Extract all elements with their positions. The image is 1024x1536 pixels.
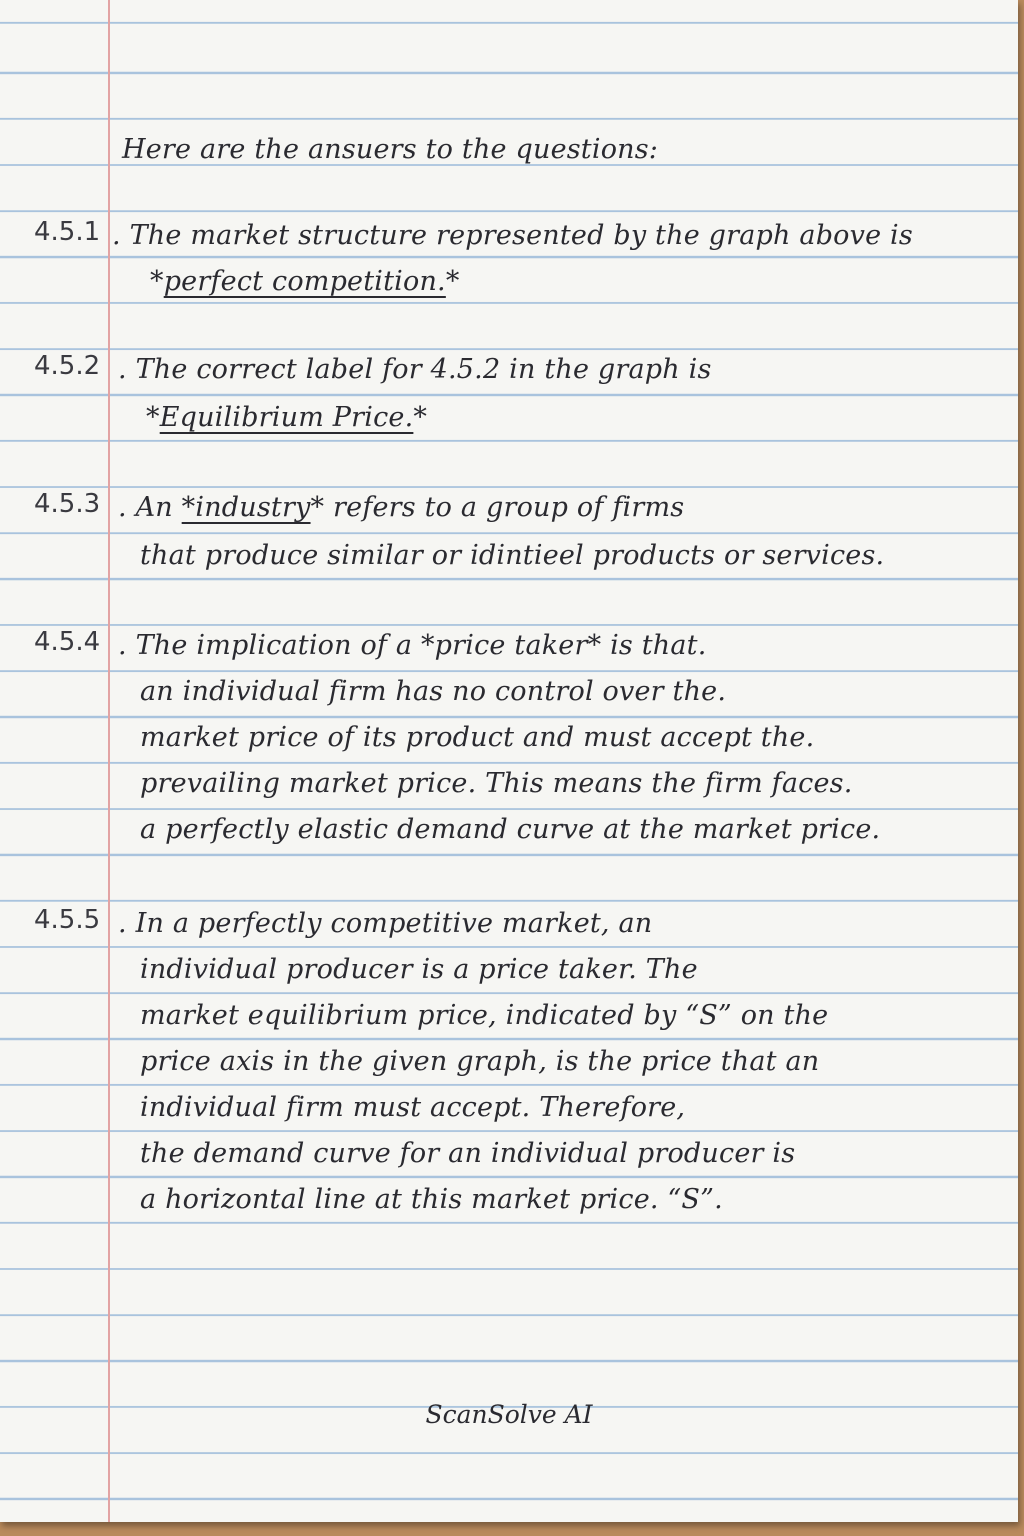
answer-number-4-5-5: 4.5.5: [34, 905, 101, 935]
margin-line: [108, 0, 110, 1522]
answer-4-5-4-line-3: market price of its product and must accept the.: [140, 722, 815, 753]
answer-4-5-2-line-1: . The correct label for 4.5.2 in the graph is: [118, 354, 712, 385]
answer-4-5-1-line-1: . The market structure represented by the graph above is: [112, 220, 913, 251]
answer-4-5-2-line-2: *Equilibrium Price.*: [146, 402, 428, 433]
answer-4-5-5-line-3: market equilibrium price, indicated by “S” on the: [140, 1000, 829, 1031]
answer-number-4-5-4: 4.5.4: [34, 627, 101, 657]
answer-4-5-5-line-7: a horizontal line at this market price. “S”.: [140, 1184, 723, 1215]
intro-text: Here are the ansuers to the questions:: [122, 134, 659, 165]
answer-number-4-5-3: 4.5.3: [34, 489, 101, 519]
answer-number-4-5-1: 4.5.1: [34, 217, 101, 247]
answer-4-5-5-line-4: price axis in the given graph, is the price that an: [140, 1046, 820, 1077]
answer-4-5-5-line-6: the demand curve for an individual producer is: [140, 1138, 796, 1169]
answer-4-5-4-line-2: an individual firm has no control over the.: [140, 676, 727, 707]
answer-number-4-5-2: 4.5.2: [34, 351, 101, 381]
answer-4-5-5-line-5: individual firm must accept. Therefore,: [140, 1092, 686, 1123]
footer-signature: ScanSolve AI: [425, 1400, 593, 1429]
answer-4-5-3-line-1: . An *industry* refers to a group of firms: [118, 492, 685, 523]
answer-4-5-4-line-4: prevailing market price. This means the firm faces.: [140, 768, 853, 799]
answer-4-5-1-line-2: *perfect competition.*: [150, 266, 460, 297]
answer-4-5-4-line-1: . The implication of a *price taker* is that.: [118, 630, 707, 661]
answer-4-5-5-line-2: individual producer is a price taker. The: [140, 954, 698, 985]
answer-4-5-5-line-1: . In a perfectly competitive market, an: [118, 908, 653, 939]
answer-4-5-3-line-2: that produce similar or idintieel products or services.: [140, 540, 885, 571]
answer-4-5-4-line-5: a perfectly elastic demand curve at the market price.: [140, 814, 881, 845]
